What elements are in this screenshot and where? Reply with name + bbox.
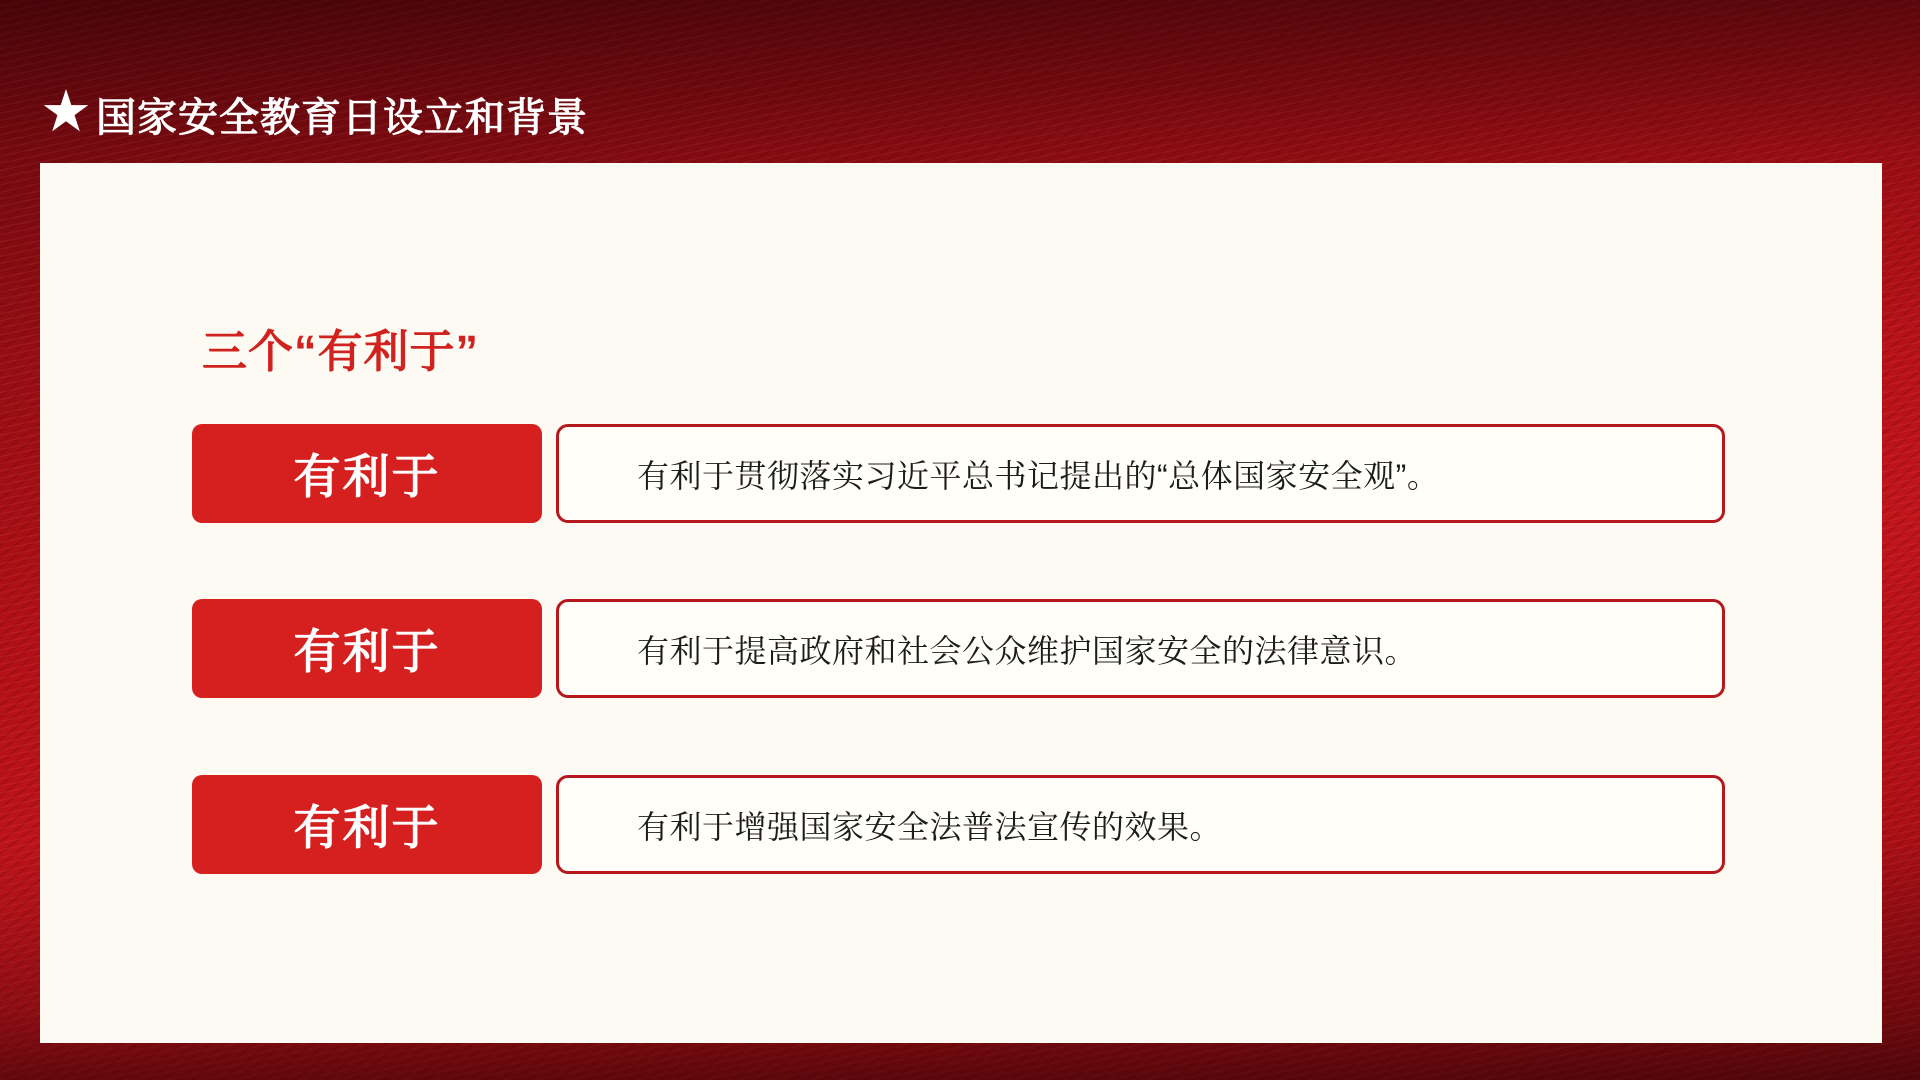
slide-header <box>40 78 588 144</box>
section-heading: 三个“有利于” <box>202 326 480 377</box>
benefit-textbox <box>556 424 1725 523</box>
benefit-textbox <box>556 775 1725 874</box>
slide-title: 国家安全教育日设立和背景 <box>96 96 588 140</box>
benefit-badge: 有利于 <box>192 424 542 523</box>
benefit-text: 有利于增强国家安全法普法宣传的效果。 <box>637 808 1223 845</box>
star-icon: ★ <box>40 78 92 144</box>
benefit-text: 有利于提高政府和社会公众维护国家安全的法律意识。 <box>637 632 1418 669</box>
benefit-badge: 有利于 <box>192 599 542 698</box>
content-panel <box>40 163 1882 1043</box>
benefit-row <box>192 775 1725 874</box>
benefit-text: 有利于贯彻落实习近平总书记提出的“总体国家安全观”。 <box>637 457 1440 494</box>
benefit-row <box>192 424 1725 523</box>
benefit-badge: 有利于 <box>192 775 542 874</box>
benefit-row <box>192 599 1725 698</box>
benefit-textbox <box>556 599 1725 698</box>
